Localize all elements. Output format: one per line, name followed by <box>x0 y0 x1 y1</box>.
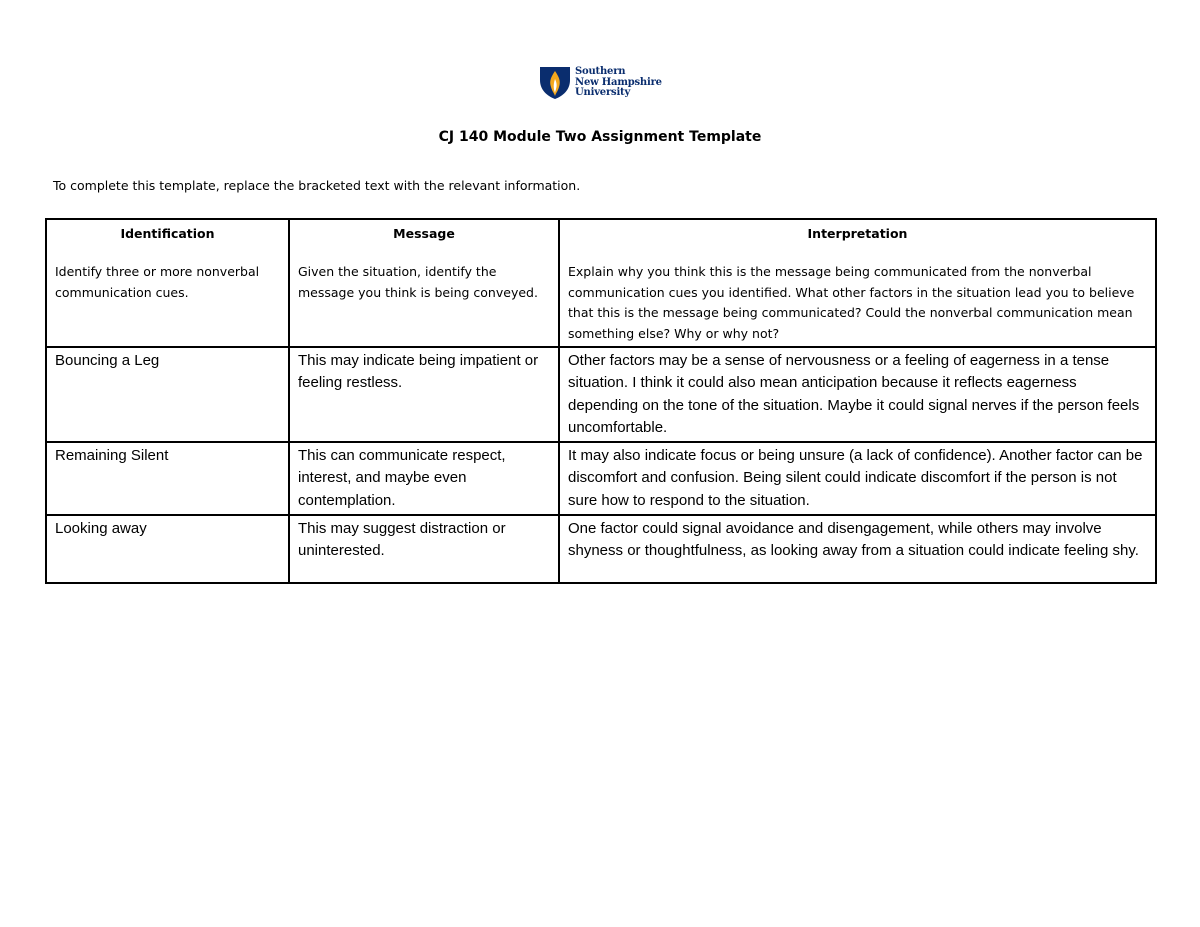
interpretation-cell[interactable]: One factor could signal avoidance and disengagement, while others may involve shyness or thoughtfulness, as looking away from a situation could indicate feeling shy. <box>559 515 1156 583</box>
column-title: Message <box>393 226 455 241</box>
interpretation-cell[interactable]: It may also indicate focus or being unsure (a lack of confidence). Another factor can be discomfort and confusion. Being silent could indicate discomfort if the person is not sure how to respond to the situation. <box>559 442 1156 515</box>
identification-cell[interactable]: Remaining Silent <box>46 442 289 515</box>
logo-line: University <box>575 87 631 99</box>
interpretation-cell[interactable]: Other factors may be a sense of nervousness or a feeling of eagerness in a tense situation. I think it could also mean anticipation because it reflects eagerness depending on the tone of the situation. Maybe it could signal nerves if the person feels uncomfortable. <box>559 347 1156 442</box>
shield-flame-icon <box>539 66 571 100</box>
university-logo <box>539 66 662 100</box>
header-cell-interpretation[interactable] <box>559 219 1156 347</box>
column-title: Interpretation <box>807 226 908 241</box>
instructions-text: To complete this template, replace the bracketed text with the relevant information. <box>53 178 581 193</box>
message-cell[interactable]: This may suggest distraction or uninterested. <box>289 515 559 583</box>
table-row <box>46 442 1156 515</box>
logo-wordmark <box>575 67 662 99</box>
table-row <box>46 347 1156 442</box>
message-cell[interactable]: This may indicate being impatient or feeling restless. <box>289 347 559 442</box>
column-title: Identification <box>120 226 215 241</box>
column-description: Explain why you think this is the message being communicated from the nonverbal communication cues you identified. What other factors in the situation lead you to believe that this is the message being communicated? Could the nonverbal communication mean something else? Why or why not? <box>568 264 1135 341</box>
header-cell-message[interactable] <box>289 219 559 347</box>
column-description: Given the situation, identify the message you think is being conveyed. <box>298 264 538 300</box>
message-cell[interactable]: This can communicate respect, interest, and maybe even contemplation. <box>289 442 559 515</box>
logo-line: Southern <box>575 66 626 78</box>
column-description: Identify three or more nonverbal communication cues. <box>55 264 260 300</box>
logo-line: New Hampshire <box>575 76 662 88</box>
header-cell-identification[interactable] <box>46 219 289 347</box>
page-title: CJ 140 Module Two Assignment Template <box>438 129 762 145</box>
identification-cell[interactable]: Looking away <box>46 515 289 583</box>
identification-cell[interactable]: Bouncing a Leg <box>46 347 289 442</box>
table-row <box>46 515 1156 583</box>
table-header-row <box>46 219 1156 347</box>
assignment-table <box>45 218 1157 584</box>
